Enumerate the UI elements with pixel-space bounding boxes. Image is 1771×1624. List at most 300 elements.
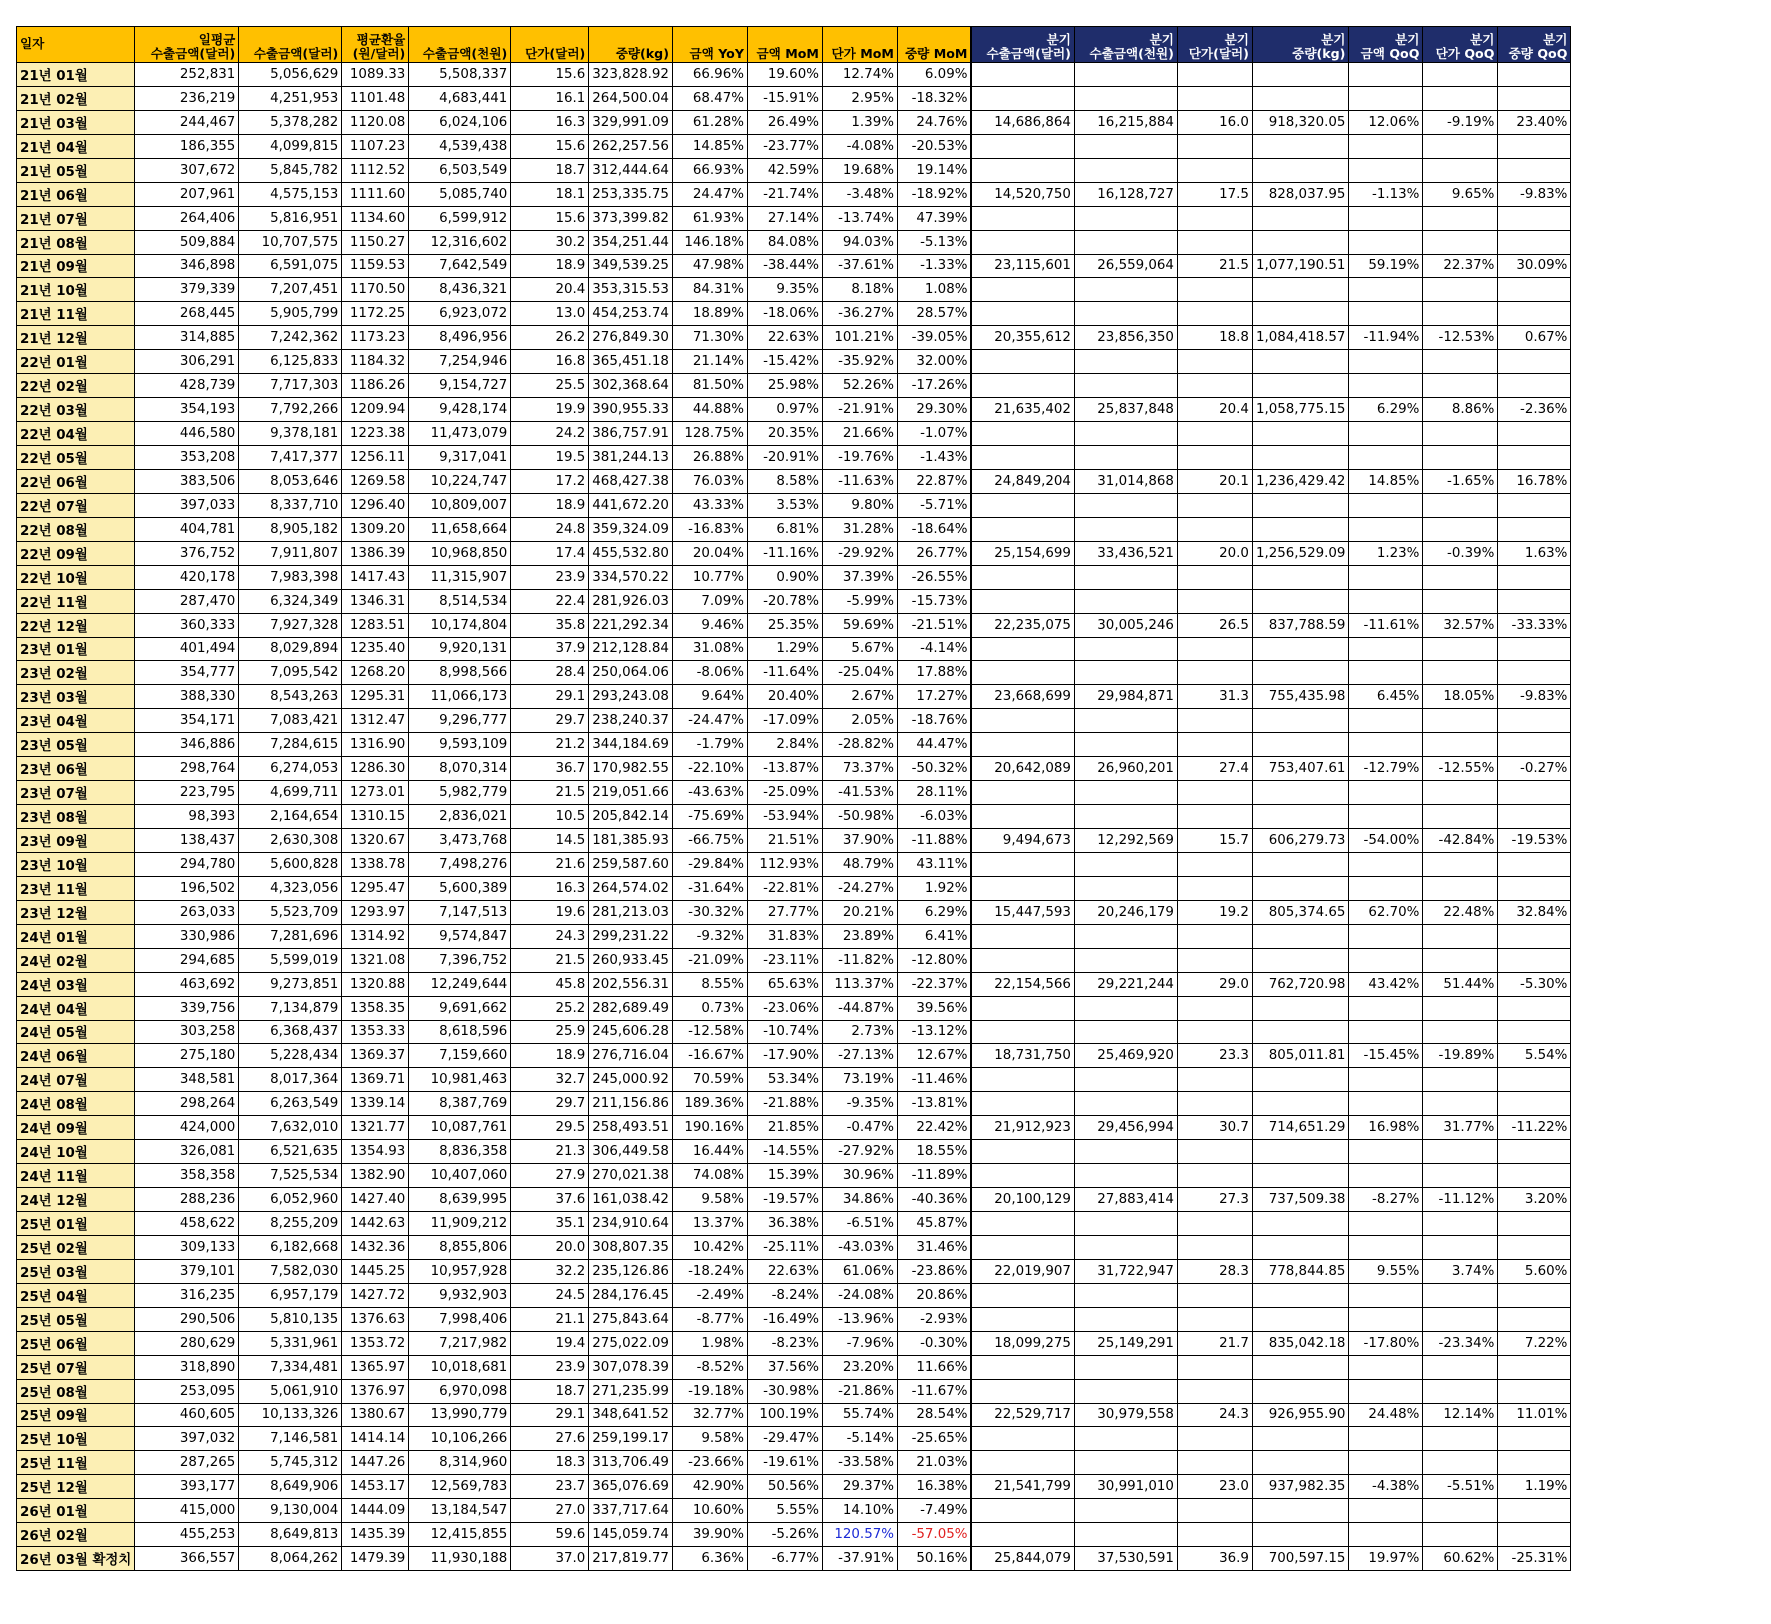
date-cell[interactable]: 23년 09월 bbox=[17, 829, 135, 853]
data-cell[interactable]: 468,427.38 bbox=[589, 469, 673, 493]
date-cell[interactable]: 22년 01월 bbox=[17, 350, 135, 374]
data-cell[interactable]: 7,083,421 bbox=[239, 709, 342, 733]
data-cell[interactable]: 1273.01 bbox=[342, 781, 409, 805]
data-cell[interactable] bbox=[1252, 350, 1348, 374]
data-cell[interactable] bbox=[1498, 805, 1571, 829]
data-cell[interactable]: 1209.94 bbox=[342, 398, 409, 422]
data-cell[interactable]: 16.1 bbox=[511, 86, 589, 110]
data-cell[interactable] bbox=[1349, 230, 1423, 254]
data-cell[interactable]: 5,982,779 bbox=[409, 781, 511, 805]
data-cell[interactable]: 1,058,775.15 bbox=[1252, 398, 1348, 422]
data-cell[interactable]: 12.06% bbox=[1349, 110, 1423, 134]
data-cell[interactable] bbox=[1349, 1092, 1423, 1116]
data-cell[interactable]: -2.36% bbox=[1498, 398, 1571, 422]
data-cell[interactable] bbox=[1423, 1307, 1498, 1331]
data-cell[interactable]: -1.13% bbox=[1349, 182, 1423, 206]
data-cell[interactable] bbox=[1423, 230, 1498, 254]
data-cell[interactable]: 6,368,437 bbox=[239, 1020, 342, 1044]
data-cell[interactable]: -12.53% bbox=[1423, 326, 1498, 350]
data-cell[interactable]: 7,792,266 bbox=[239, 398, 342, 422]
column-header[interactable] bbox=[511, 27, 589, 63]
data-cell[interactable]: 1316.90 bbox=[342, 733, 409, 757]
data-cell[interactable]: 346,886 bbox=[135, 733, 239, 757]
data-cell[interactable]: 1358.35 bbox=[342, 996, 409, 1020]
column-header[interactable] bbox=[1252, 27, 1348, 63]
data-cell[interactable]: -11.94% bbox=[1349, 326, 1423, 350]
data-cell[interactable]: 1444.09 bbox=[342, 1499, 409, 1523]
data-cell[interactable]: 14.10% bbox=[822, 1499, 897, 1523]
data-cell[interactable]: 120.57% bbox=[822, 1523, 897, 1547]
data-cell[interactable] bbox=[1252, 1499, 1348, 1523]
data-cell[interactable]: 20.21% bbox=[822, 900, 897, 924]
data-cell[interactable]: 753,407.61 bbox=[1252, 757, 1348, 781]
data-cell[interactable] bbox=[1349, 852, 1423, 876]
data-cell[interactable] bbox=[1252, 374, 1348, 398]
data-cell[interactable]: 16.3 bbox=[511, 876, 589, 900]
data-cell[interactable]: -9.19% bbox=[1423, 110, 1498, 134]
data-cell[interactable]: 393,177 bbox=[135, 1475, 239, 1499]
data-cell[interactable] bbox=[971, 637, 1074, 661]
data-cell[interactable] bbox=[1074, 230, 1177, 254]
data-cell[interactable]: -75.69% bbox=[672, 805, 747, 829]
data-cell[interactable]: 9,691,662 bbox=[409, 996, 511, 1020]
data-cell[interactable]: 1427.72 bbox=[342, 1283, 409, 1307]
data-cell[interactable]: 39.90% bbox=[672, 1523, 747, 1547]
data-cell[interactable] bbox=[1252, 1379, 1348, 1403]
data-cell[interactable]: 298,764 bbox=[135, 757, 239, 781]
data-cell[interactable] bbox=[1498, 374, 1571, 398]
data-cell[interactable]: 27.6 bbox=[511, 1427, 589, 1451]
data-cell[interactable]: -22.81% bbox=[747, 876, 822, 900]
data-cell[interactable]: 61.28% bbox=[672, 110, 747, 134]
data-cell[interactable]: 11,066,173 bbox=[409, 685, 511, 709]
data-cell[interactable]: 21.7 bbox=[1177, 1331, 1252, 1355]
data-cell[interactable]: 307,078.39 bbox=[589, 1355, 673, 1379]
data-cell[interactable]: 11,930,188 bbox=[409, 1547, 511, 1571]
data-cell[interactable]: 25,469,920 bbox=[1074, 1044, 1177, 1068]
data-cell[interactable]: 20,100,129 bbox=[971, 1188, 1074, 1212]
column-header[interactable] bbox=[239, 27, 342, 63]
data-cell[interactable]: -42.84% bbox=[1423, 829, 1498, 853]
data-cell[interactable] bbox=[971, 134, 1074, 158]
data-cell[interactable]: -19.61% bbox=[747, 1451, 822, 1475]
data-cell[interactable]: 270,021.38 bbox=[589, 1164, 673, 1188]
data-cell[interactable]: 6,591,075 bbox=[239, 254, 342, 278]
data-cell[interactable]: -13.96% bbox=[822, 1307, 897, 1331]
data-cell[interactable]: -21.74% bbox=[747, 182, 822, 206]
data-cell[interactable]: 9.80% bbox=[822, 493, 897, 517]
data-cell[interactable]: 19.68% bbox=[822, 158, 897, 182]
data-cell[interactable]: 13.0 bbox=[511, 302, 589, 326]
date-cell[interactable]: 21년 12월 bbox=[17, 326, 135, 350]
data-cell[interactable]: 275,180 bbox=[135, 1044, 239, 1068]
data-cell[interactable]: -11.46% bbox=[897, 1068, 971, 1092]
data-cell[interactable]: 1120.08 bbox=[342, 110, 409, 134]
data-cell[interactable] bbox=[1074, 1140, 1177, 1164]
data-cell[interactable]: 43.11% bbox=[897, 852, 971, 876]
data-cell[interactable]: 260,933.45 bbox=[589, 948, 673, 972]
data-cell[interactable] bbox=[1498, 278, 1571, 302]
data-cell[interactable]: 27.77% bbox=[747, 900, 822, 924]
data-cell[interactable] bbox=[1177, 1140, 1252, 1164]
data-cell[interactable]: 19.5 bbox=[511, 446, 589, 470]
data-cell[interactable]: 32.84% bbox=[1498, 900, 1571, 924]
data-cell[interactable] bbox=[1177, 446, 1252, 470]
data-cell[interactable]: 22,235,075 bbox=[971, 613, 1074, 637]
data-cell[interactable]: 5,508,337 bbox=[409, 63, 511, 87]
data-cell[interactable]: 10,224,747 bbox=[409, 469, 511, 493]
data-cell[interactable] bbox=[1177, 1092, 1252, 1116]
data-cell[interactable]: 1346.31 bbox=[342, 589, 409, 613]
data-cell[interactable]: 280,629 bbox=[135, 1331, 239, 1355]
data-cell[interactable] bbox=[1177, 230, 1252, 254]
data-cell[interactable]: -29.84% bbox=[672, 852, 747, 876]
data-cell[interactable]: -13.74% bbox=[822, 206, 897, 230]
data-cell[interactable]: 8.18% bbox=[822, 278, 897, 302]
data-cell[interactable]: 27.0 bbox=[511, 1499, 589, 1523]
data-cell[interactable]: 458,622 bbox=[135, 1212, 239, 1236]
data-cell[interactable] bbox=[1252, 876, 1348, 900]
data-cell[interactable]: 26.2 bbox=[511, 326, 589, 350]
data-cell[interactable]: 68.47% bbox=[672, 86, 747, 110]
data-cell[interactable] bbox=[1349, 637, 1423, 661]
data-cell[interactable]: 2.67% bbox=[822, 685, 897, 709]
data-cell[interactable]: 15.39% bbox=[747, 1164, 822, 1188]
data-cell[interactable]: 258,493.51 bbox=[589, 1116, 673, 1140]
data-cell[interactable] bbox=[1177, 805, 1252, 829]
date-cell[interactable]: 24년 06월 bbox=[17, 1044, 135, 1068]
data-cell[interactable] bbox=[971, 422, 1074, 446]
data-cell[interactable]: 3.53% bbox=[747, 493, 822, 517]
data-cell[interactable] bbox=[1252, 1092, 1348, 1116]
data-cell[interactable]: 14.85% bbox=[1349, 469, 1423, 493]
data-cell[interactable] bbox=[1074, 565, 1177, 589]
data-cell[interactable]: 353,208 bbox=[135, 446, 239, 470]
data-cell[interactable]: 23.9 bbox=[511, 1355, 589, 1379]
data-cell[interactable]: -0.30% bbox=[897, 1331, 971, 1355]
data-cell[interactable] bbox=[1349, 1499, 1423, 1523]
data-cell[interactable]: 9,494,673 bbox=[971, 829, 1074, 853]
data-cell[interactable]: 44.47% bbox=[897, 733, 971, 757]
data-cell[interactable]: -23.34% bbox=[1423, 1331, 1498, 1355]
data-cell[interactable]: -18.24% bbox=[672, 1259, 747, 1283]
data-cell[interactable]: 14.85% bbox=[672, 134, 747, 158]
date-cell[interactable]: 25년 10월 bbox=[17, 1427, 135, 1451]
data-cell[interactable] bbox=[1177, 1355, 1252, 1379]
data-cell[interactable]: -20.91% bbox=[747, 446, 822, 470]
data-cell[interactable]: 17.2 bbox=[511, 469, 589, 493]
data-cell[interactable]: -25.11% bbox=[747, 1235, 822, 1259]
data-cell[interactable]: 9.58% bbox=[672, 1427, 747, 1451]
data-cell[interactable]: 2.84% bbox=[747, 733, 822, 757]
data-cell[interactable]: 1159.53 bbox=[342, 254, 409, 278]
data-cell[interactable]: -12.79% bbox=[1349, 757, 1423, 781]
data-cell[interactable]: 20.40% bbox=[747, 685, 822, 709]
data-cell[interactable]: 22.4 bbox=[511, 589, 589, 613]
data-cell[interactable]: 298,264 bbox=[135, 1092, 239, 1116]
data-cell[interactable]: 18.1 bbox=[511, 182, 589, 206]
data-cell[interactable]: 8,649,813 bbox=[239, 1523, 342, 1547]
data-cell[interactable]: 6,052,960 bbox=[239, 1188, 342, 1212]
data-cell[interactable] bbox=[971, 1283, 1074, 1307]
data-cell[interactable]: 65.63% bbox=[747, 972, 822, 996]
data-cell[interactable]: -36.27% bbox=[822, 302, 897, 326]
data-cell[interactable] bbox=[1498, 1523, 1571, 1547]
data-cell[interactable]: 441,672.20 bbox=[589, 493, 673, 517]
data-cell[interactable]: 307,672 bbox=[135, 158, 239, 182]
data-cell[interactable]: 314,885 bbox=[135, 326, 239, 350]
data-cell[interactable] bbox=[1498, 733, 1571, 757]
data-cell[interactable] bbox=[1498, 158, 1571, 182]
data-cell[interactable]: 2,836,021 bbox=[409, 805, 511, 829]
data-cell[interactable]: 205,842.14 bbox=[589, 805, 673, 829]
data-cell[interactable]: 334,570.22 bbox=[589, 565, 673, 589]
data-cell[interactable]: 455,532.80 bbox=[589, 541, 673, 565]
data-cell[interactable]: 31.83% bbox=[747, 924, 822, 948]
data-cell[interactable]: 8,905,182 bbox=[239, 517, 342, 541]
data-cell[interactable]: 253,095 bbox=[135, 1379, 239, 1403]
data-cell[interactable]: -4.14% bbox=[897, 637, 971, 661]
date-cell[interactable]: 26년 03월 확정치 bbox=[17, 1547, 135, 1571]
data-cell[interactable]: 6.09% bbox=[897, 63, 971, 87]
data-cell[interactable]: 303,258 bbox=[135, 1020, 239, 1044]
data-cell[interactable]: 16.38% bbox=[897, 1475, 971, 1499]
data-cell[interactable]: 27.4 bbox=[1177, 757, 1252, 781]
data-cell[interactable]: 1309.20 bbox=[342, 517, 409, 541]
date-cell[interactable]: 25년 09월 bbox=[17, 1403, 135, 1427]
data-cell[interactable]: -16.67% bbox=[672, 1044, 747, 1068]
data-cell[interactable]: 30.2 bbox=[511, 230, 589, 254]
data-cell[interactable]: 6,024,106 bbox=[409, 110, 511, 134]
data-cell[interactable] bbox=[1074, 852, 1177, 876]
data-cell[interactable]: 146.18% bbox=[672, 230, 747, 254]
data-cell[interactable]: 18.8 bbox=[1177, 326, 1252, 350]
data-cell[interactable]: -15.45% bbox=[1349, 1044, 1423, 1068]
data-cell[interactable]: 1382.90 bbox=[342, 1164, 409, 1188]
data-cell[interactable]: 26.5 bbox=[1177, 613, 1252, 637]
data-cell[interactable]: 18.9 bbox=[511, 493, 589, 517]
data-cell[interactable]: -22.10% bbox=[672, 757, 747, 781]
data-cell[interactable] bbox=[1177, 1427, 1252, 1451]
data-cell[interactable]: 1338.78 bbox=[342, 852, 409, 876]
data-cell[interactable]: 29,456,994 bbox=[1074, 1116, 1177, 1140]
data-cell[interactable]: 5,331,961 bbox=[239, 1331, 342, 1355]
data-cell[interactable]: -57.05% bbox=[897, 1523, 971, 1547]
data-cell[interactable]: 1321.77 bbox=[342, 1116, 409, 1140]
data-cell[interactable]: 5.55% bbox=[747, 1499, 822, 1523]
data-cell[interactable] bbox=[971, 350, 1074, 374]
date-cell[interactable]: 24년 09월 bbox=[17, 1116, 135, 1140]
data-cell[interactable] bbox=[1423, 1283, 1498, 1307]
data-cell[interactable]: 1312.47 bbox=[342, 709, 409, 733]
data-cell[interactable]: 234,910.64 bbox=[589, 1212, 673, 1236]
data-cell[interactable]: 1417.43 bbox=[342, 565, 409, 589]
data-cell[interactable] bbox=[971, 1499, 1074, 1523]
data-cell[interactable]: 9,574,847 bbox=[409, 924, 511, 948]
data-cell[interactable] bbox=[1252, 1068, 1348, 1092]
data-cell[interactable] bbox=[971, 805, 1074, 829]
data-cell[interactable]: 1353.33 bbox=[342, 1020, 409, 1044]
data-cell[interactable]: 71.30% bbox=[672, 326, 747, 350]
data-cell[interactable]: 245,000.92 bbox=[589, 1068, 673, 1092]
data-cell[interactable]: 4,251,953 bbox=[239, 86, 342, 110]
data-cell[interactable] bbox=[971, 1092, 1074, 1116]
data-cell[interactable]: 7,242,362 bbox=[239, 326, 342, 350]
date-cell[interactable]: 21년 06월 bbox=[17, 182, 135, 206]
data-cell[interactable] bbox=[1349, 1307, 1423, 1331]
data-cell[interactable] bbox=[1177, 206, 1252, 230]
data-cell[interactable] bbox=[1349, 1164, 1423, 1188]
data-cell[interactable]: 98,393 bbox=[135, 805, 239, 829]
data-cell[interactable] bbox=[1423, 1020, 1498, 1044]
data-cell[interactable]: -8.24% bbox=[747, 1283, 822, 1307]
data-cell[interactable] bbox=[1177, 1379, 1252, 1403]
data-cell[interactable]: 6,324,349 bbox=[239, 589, 342, 613]
data-cell[interactable]: 7,207,451 bbox=[239, 278, 342, 302]
data-cell[interactable] bbox=[971, 709, 1074, 733]
data-cell[interactable]: -13.81% bbox=[897, 1092, 971, 1116]
data-cell[interactable]: 245,606.28 bbox=[589, 1020, 673, 1044]
data-cell[interactable]: 299,231.22 bbox=[589, 924, 673, 948]
data-cell[interactable]: 217,819.77 bbox=[589, 1547, 673, 1571]
data-cell[interactable]: 1369.37 bbox=[342, 1044, 409, 1068]
data-cell[interactable] bbox=[1177, 422, 1252, 446]
data-cell[interactable]: 74.08% bbox=[672, 1164, 747, 1188]
data-cell[interactable]: 287,470 bbox=[135, 589, 239, 613]
data-cell[interactable]: 365,076.69 bbox=[589, 1475, 673, 1499]
date-cell[interactable]: 23년 12월 bbox=[17, 900, 135, 924]
data-cell[interactable] bbox=[1177, 733, 1252, 757]
data-cell[interactable]: 181,385.93 bbox=[589, 829, 673, 853]
data-cell[interactable]: -19.89% bbox=[1423, 1044, 1498, 1068]
data-cell[interactable]: 7,582,030 bbox=[239, 1259, 342, 1283]
data-cell[interactable]: -6.51% bbox=[822, 1212, 897, 1236]
data-cell[interactable] bbox=[1423, 852, 1498, 876]
data-cell[interactable] bbox=[1074, 1355, 1177, 1379]
data-cell[interactable]: 21.5 bbox=[1177, 254, 1252, 278]
data-cell[interactable]: 20.35% bbox=[747, 422, 822, 446]
data-cell[interactable]: 805,374.65 bbox=[1252, 900, 1348, 924]
data-cell[interactable]: 0.97% bbox=[747, 398, 822, 422]
data-cell[interactable]: -9.35% bbox=[822, 1092, 897, 1116]
data-cell[interactable]: 284,176.45 bbox=[589, 1283, 673, 1307]
data-cell[interactable]: 19.60% bbox=[747, 63, 822, 87]
data-cell[interactable]: 22.48% bbox=[1423, 900, 1498, 924]
data-cell[interactable]: -17.26% bbox=[897, 374, 971, 398]
data-cell[interactable]: 47.39% bbox=[897, 206, 971, 230]
data-cell[interactable]: 8,070,314 bbox=[409, 757, 511, 781]
data-cell[interactable]: -37.61% bbox=[822, 254, 897, 278]
data-cell[interactable]: 1,084,418.57 bbox=[1252, 326, 1348, 350]
data-cell[interactable]: 8.58% bbox=[747, 469, 822, 493]
data-cell[interactable]: -18.06% bbox=[747, 302, 822, 326]
data-cell[interactable]: 264,574.02 bbox=[589, 876, 673, 900]
date-cell[interactable]: 26년 02월 bbox=[17, 1523, 135, 1547]
data-cell[interactable]: -5.26% bbox=[747, 1523, 822, 1547]
data-cell[interactable]: 1369.71 bbox=[342, 1068, 409, 1092]
column-header[interactable] bbox=[822, 27, 897, 63]
data-cell[interactable]: 6.45% bbox=[1349, 685, 1423, 709]
data-cell[interactable]: 29,221,244 bbox=[1074, 972, 1177, 996]
data-cell[interactable]: 8.86% bbox=[1423, 398, 1498, 422]
data-cell[interactable]: 312,444.64 bbox=[589, 158, 673, 182]
data-cell[interactable]: 1268.20 bbox=[342, 661, 409, 685]
data-cell[interactable]: 50.56% bbox=[747, 1475, 822, 1499]
data-cell[interactable]: 20,246,179 bbox=[1074, 900, 1177, 924]
data-cell[interactable] bbox=[1498, 230, 1571, 254]
column-header[interactable] bbox=[971, 27, 1074, 63]
data-cell[interactable]: 1.23% bbox=[1349, 541, 1423, 565]
data-cell[interactable]: 1186.26 bbox=[342, 374, 409, 398]
data-cell[interactable]: -21.88% bbox=[747, 1092, 822, 1116]
data-cell[interactable]: 5.67% bbox=[822, 637, 897, 661]
date-cell[interactable]: 25년 02월 bbox=[17, 1235, 135, 1259]
data-cell[interactable] bbox=[1177, 1307, 1252, 1331]
data-cell[interactable] bbox=[1177, 948, 1252, 972]
data-cell[interactable]: 10,968,850 bbox=[409, 541, 511, 565]
data-cell[interactable]: -19.76% bbox=[822, 446, 897, 470]
data-cell[interactable]: -21.09% bbox=[672, 948, 747, 972]
data-cell[interactable] bbox=[1177, 589, 1252, 613]
date-cell[interactable]: 25년 05월 bbox=[17, 1307, 135, 1331]
data-cell[interactable]: 76.03% bbox=[672, 469, 747, 493]
data-cell[interactable] bbox=[1349, 1379, 1423, 1403]
data-cell[interactable]: 37,530,591 bbox=[1074, 1547, 1177, 1571]
data-cell[interactable] bbox=[1498, 1451, 1571, 1475]
data-cell[interactable]: 31.3 bbox=[1177, 685, 1252, 709]
data-cell[interactable] bbox=[1498, 1355, 1571, 1379]
data-cell[interactable]: 7,284,615 bbox=[239, 733, 342, 757]
data-cell[interactable] bbox=[1349, 422, 1423, 446]
data-cell[interactable] bbox=[1498, 63, 1571, 87]
data-cell[interactable]: -5.51% bbox=[1423, 1475, 1498, 1499]
data-cell[interactable]: 13.37% bbox=[672, 1212, 747, 1236]
data-cell[interactable] bbox=[1349, 134, 1423, 158]
data-cell[interactable] bbox=[1349, 350, 1423, 374]
data-cell[interactable]: 27.14% bbox=[747, 206, 822, 230]
data-cell[interactable]: -23.77% bbox=[747, 134, 822, 158]
column-header[interactable] bbox=[1423, 27, 1498, 63]
data-cell[interactable]: -12.55% bbox=[1423, 757, 1498, 781]
data-cell[interactable] bbox=[1349, 302, 1423, 326]
data-cell[interactable]: -20.78% bbox=[747, 589, 822, 613]
data-cell[interactable]: 53.34% bbox=[747, 1068, 822, 1092]
data-cell[interactable]: 1.98% bbox=[672, 1331, 747, 1355]
data-cell[interactable]: 2.05% bbox=[822, 709, 897, 733]
date-cell[interactable]: 22년 04월 bbox=[17, 422, 135, 446]
data-cell[interactable]: 16.0 bbox=[1177, 110, 1252, 134]
data-cell[interactable] bbox=[1252, 134, 1348, 158]
data-cell[interactable]: 138,437 bbox=[135, 829, 239, 853]
data-cell[interactable]: 6.36% bbox=[672, 1547, 747, 1571]
data-cell[interactable] bbox=[1498, 637, 1571, 661]
data-cell[interactable]: 18.9 bbox=[511, 254, 589, 278]
data-cell[interactable]: 290,506 bbox=[135, 1307, 239, 1331]
data-cell[interactable]: 84.08% bbox=[747, 230, 822, 254]
data-cell[interactable] bbox=[971, 1523, 1074, 1547]
data-cell[interactable]: 23,856,350 bbox=[1074, 326, 1177, 350]
data-cell[interactable] bbox=[1423, 86, 1498, 110]
data-cell[interactable]: 31.77% bbox=[1423, 1116, 1498, 1140]
data-cell[interactable]: -35.92% bbox=[822, 350, 897, 374]
data-cell[interactable]: 6.29% bbox=[897, 900, 971, 924]
data-cell[interactable]: 18.05% bbox=[1423, 685, 1498, 709]
data-cell[interactable]: 21.1 bbox=[511, 1307, 589, 1331]
data-cell[interactable]: 5,061,910 bbox=[239, 1379, 342, 1403]
data-cell[interactable]: 7.09% bbox=[672, 589, 747, 613]
data-cell[interactable] bbox=[1177, 350, 1252, 374]
data-cell[interactable]: 30.7 bbox=[1177, 1116, 1252, 1140]
